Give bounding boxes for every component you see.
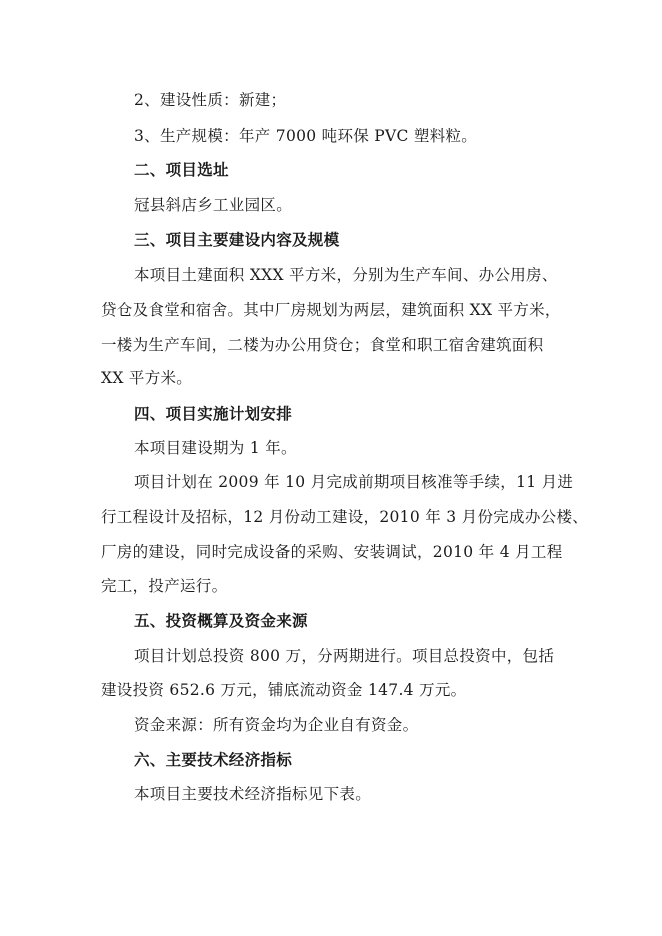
paragraph-line: 建设投资 652.6 万元，铺底流动资金 147.4 万元。 bbox=[101, 681, 467, 699]
paragraph-line: 本项目土建面积 XXX 平方米，分别为生产车间、办公用房、 bbox=[134, 266, 558, 284]
paragraph-line: 行工程设计及招标，12 月份动工建设，2010 年 3 月份完成办公楼、 bbox=[101, 508, 589, 526]
paragraph-line: 完工，投产运行。 bbox=[101, 577, 228, 595]
paragraph-line: 项目计划总投资 800 万，分两期进行。项目总投资中，包括 bbox=[134, 647, 555, 665]
paragraph-line: 贷仓及食堂和宿舍。其中厂房规划为两层，建筑面积 XX 平方米， bbox=[101, 301, 561, 319]
item-production-scale: 3、生产规模：年产 7000 吨环保 PVC 塑料粒。 bbox=[134, 127, 478, 145]
section-heading-implementation: 四、项目实施计划安排 bbox=[134, 405, 293, 423]
paragraph-line: 资金来源：所有资金均为企业自有资金。 bbox=[134, 716, 419, 734]
paragraph-line: 本项目建设期为 1 年。 bbox=[134, 439, 297, 457]
paragraph-line: 冠县斜店乡工业园区。 bbox=[134, 196, 293, 214]
paragraph-line: 一楼为生产车间，二楼为办公用贷仓；食堂和职工宿舍建筑面积 bbox=[101, 336, 544, 354]
section-heading-site: 二、项目选址 bbox=[134, 161, 229, 179]
paragraph-line: XX 平方米。 bbox=[101, 369, 193, 387]
section-heading-investment: 五、投资概算及资金来源 bbox=[134, 612, 308, 630]
section-heading-content-scale: 三、项目主要建设内容及规模 bbox=[134, 231, 340, 249]
paragraph-line: 厂房的建设，同时完成设备的采购、安装调试，2010 年 4 月工程 bbox=[101, 543, 563, 561]
section-heading-indicators: 六、主要技术经济指标 bbox=[134, 751, 293, 769]
paragraph-line: 本项目主要技术经济指标见下表。 bbox=[134, 785, 372, 803]
item-construction-nature: 2、建设性质：新建； bbox=[134, 91, 287, 109]
paragraph-line: 项目计划在 2009 年 10 月完成前期项目核准等手续，11 月进 bbox=[134, 473, 574, 491]
